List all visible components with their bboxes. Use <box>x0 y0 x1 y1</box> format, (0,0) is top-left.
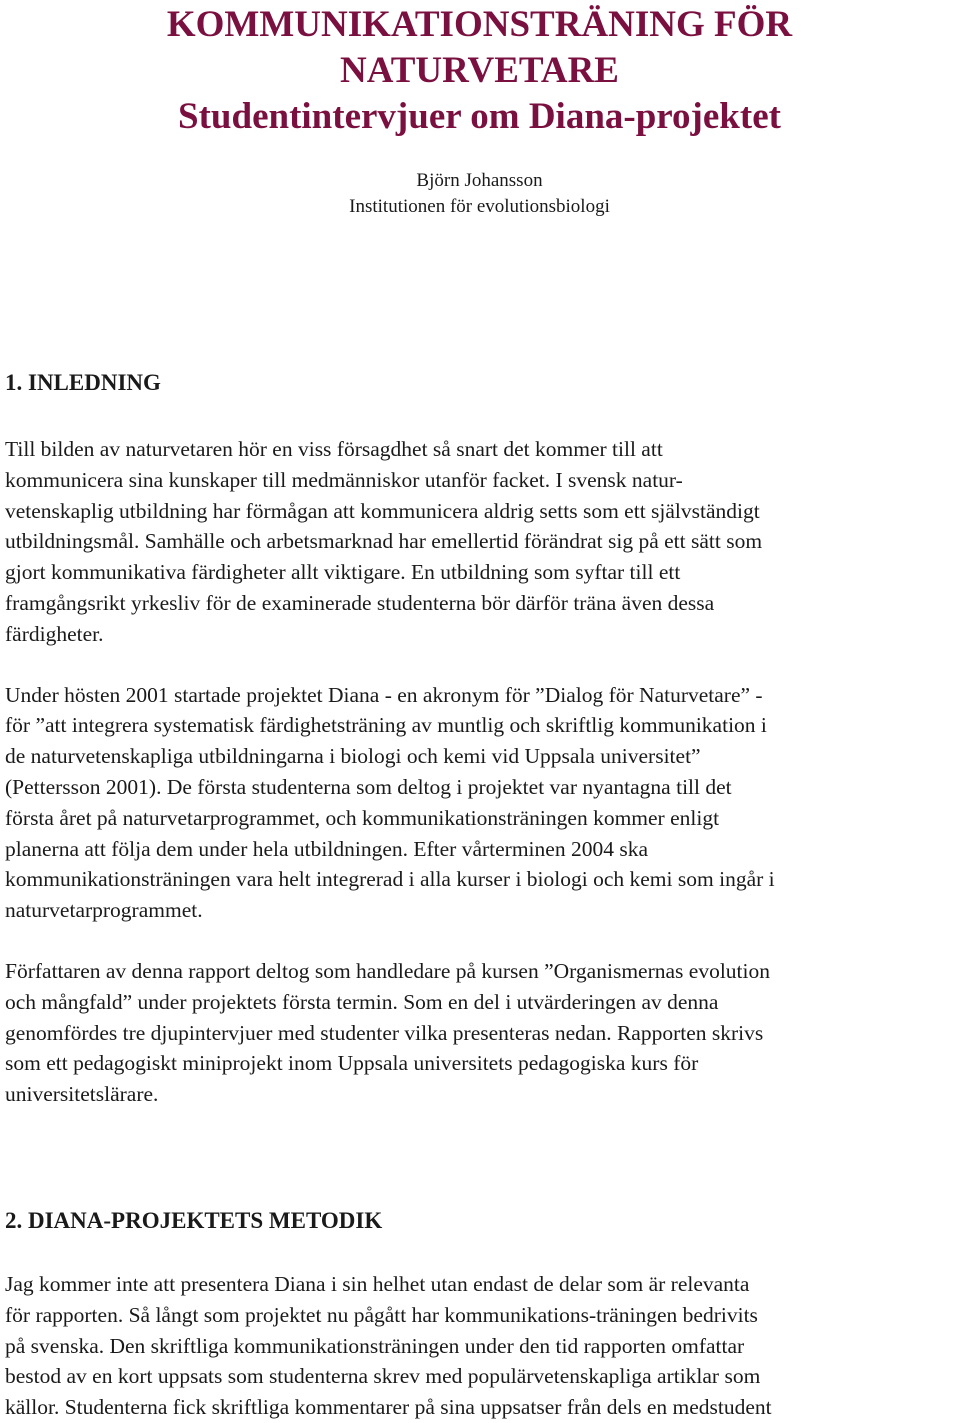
section-heading-metodik: 2. DIANA-PROJEKTETS METODIK <box>5 1207 383 1233</box>
text-line: kommunicera sina kunskaper till medmänniskor utanför facket. I svensk natur- <box>5 467 683 492</box>
text-line: bestod av en kort uppsats som studenterna skrev med populärvetenskapliga artiklar som <box>5 1364 761 1389</box>
paragraph <box>5 680 954 926</box>
author-name: Björn Johansson <box>416 170 543 191</box>
paragraph <box>5 434 954 650</box>
text-line: (Pettersson 2001). De första studenterna som deltog i projektet var nyantagna till det <box>5 774 732 799</box>
text-line: färdigheter. <box>5 621 104 646</box>
text-line: genomfördes tre djupintervjuer med studenter vilka presenteras nedan. Rapporten skrivs <box>5 1020 764 1045</box>
text-line: naturvetarprogrammet. <box>5 898 203 923</box>
text-line: för ”att integrera systematisk färdighetsträning av muntlig och skriftlig kommunikation i <box>5 713 767 738</box>
text-line: vetenskaplig utbildning har förmågan att kommunicera aldrig setts som ett självständigt <box>5 498 760 523</box>
text-line: Författaren av denna rapport deltog som handledare på kursen ”Organismernas evolution <box>5 958 770 983</box>
text-line: som ett pedagogiskt miniprojekt inom Uppsala universitets pedagogiska kurs för <box>5 1051 699 1076</box>
text-line: kommunikationsträningen vara helt integrerad i alla kurser i biologi och kemi som ingår i <box>5 867 775 892</box>
author-block <box>5 168 954 220</box>
paragraph <box>5 1269 954 1423</box>
paragraph <box>5 956 954 1110</box>
title-line: Studentintervjuer om Diana-projektet <box>178 96 781 137</box>
text-line: Under hösten 2001 startade projektet Diana - en akronym för ”Dialog för Naturvetare” - <box>5 682 763 707</box>
section-heading-inledning: 1. INLEDNING <box>5 370 161 395</box>
text-line: första året på naturvetarprogrammet, och kommunikationsträningen kommer enligt <box>5 805 720 830</box>
text-line: framgångsrikt yrkesliv för de examinerade studenterna bör därför träna även dessa <box>5 590 715 615</box>
text-line: Jag kommer inte att presentera Diana i sin helhet utan endast de delar som är relevanta <box>5 1271 750 1296</box>
text-line: de naturvetenskapliga utbildningarna i biologi och kemi vid Uppsala universitet” <box>5 744 701 769</box>
text-line: gjort kommunikativa färdigheter allt viktigare. En utbildning som syftar till ett <box>5 560 681 585</box>
text-line: för rapporten. Så långt som projektet nu pågått har kommunikations-träningen bedrivits <box>5 1302 758 1327</box>
text-line: planerna att följa dem under hela utbildningen. Efter vårterminen 2004 ska <box>5 836 648 861</box>
author-affiliation: Institutionen för evolutionsbiologi <box>349 196 610 217</box>
text-line: och mångfald” under projektets första termin. Som en del i utvärderingen av denna <box>5 989 719 1014</box>
document-title <box>5 0 954 140</box>
text-line: universitetslärare. <box>5 1082 159 1107</box>
text-line: på svenska. Den skriftliga kommunikationsträningen under den tid rapporten omfattar <box>5 1333 745 1358</box>
title-line: NATURVETARE <box>340 50 619 91</box>
text-line: Till bilden av naturvetaren hör en viss försagdhet så snart det kommer till att <box>5 437 663 461</box>
title-line: KOMMUNIKATIONSTRÄNING FÖR <box>166 4 793 45</box>
text-line: utbildningsmål. Samhälle och arbetsmarknad har emellertid förändrat sig på ett sätt som <box>5 529 763 554</box>
text-line: källor. Studenterna fick skriftliga kommentarer på sina uppsatser från dels en medstudent <box>5 1395 772 1420</box>
